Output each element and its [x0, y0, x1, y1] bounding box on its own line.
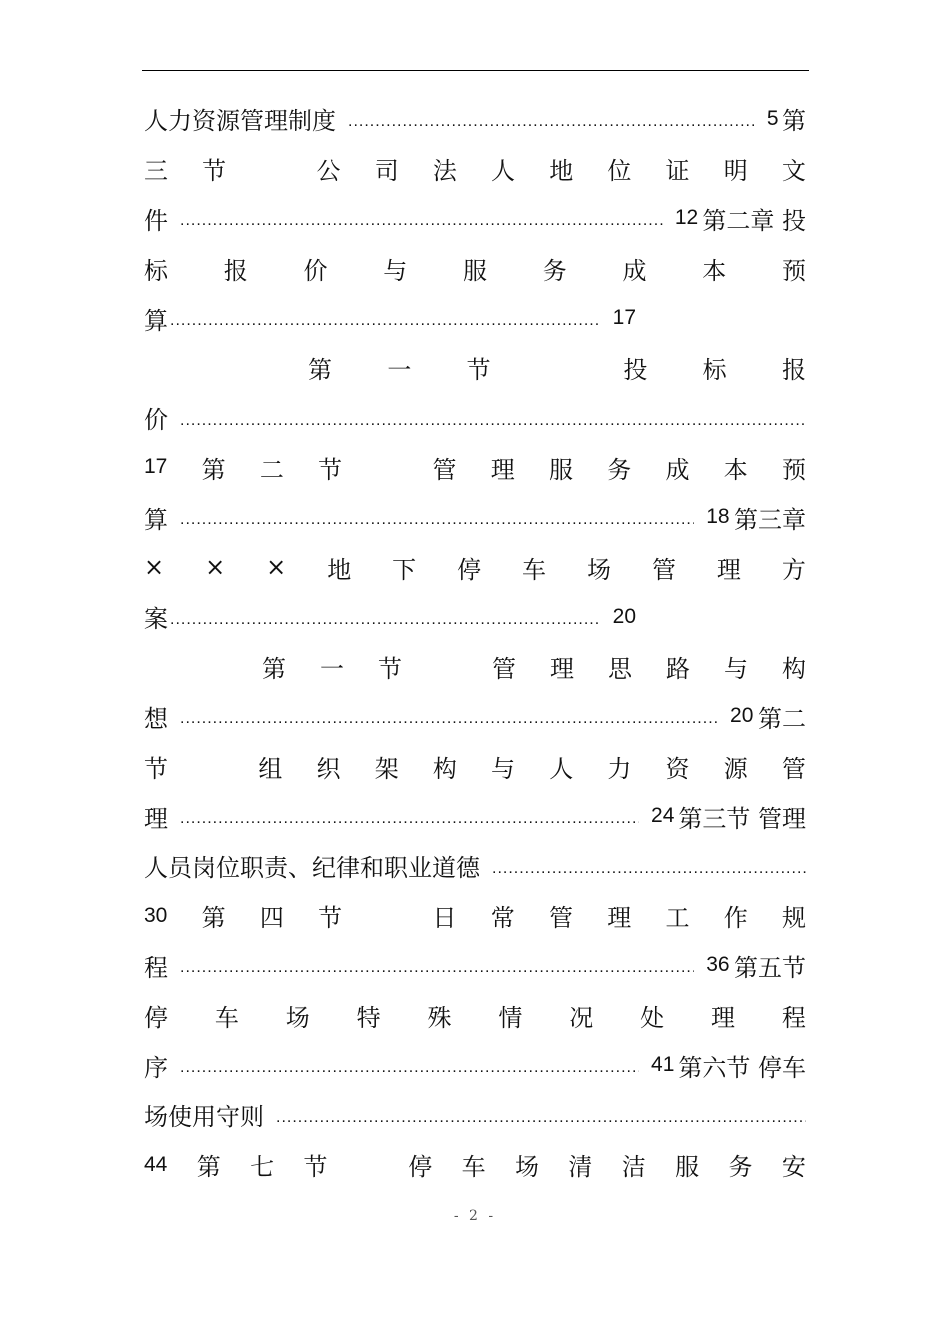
toc-line [144, 243, 806, 293]
toc-char: 日 [432, 904, 457, 933]
toc-char: 场 [587, 555, 611, 584]
leader-dots [276, 1104, 806, 1126]
header-rule [142, 70, 809, 71]
toc-char: 停 [408, 1153, 433, 1182]
toc-char: 法 [432, 157, 457, 186]
toc-char: 文 [781, 157, 806, 186]
toc-char: 构 [432, 754, 457, 783]
toc-char: 节 [318, 455, 343, 484]
toc-char: 二 [259, 455, 284, 484]
toc-entry-text: 第二章 投 [702, 206, 806, 235]
toc-char: 第 [201, 455, 226, 484]
toc-entry-text: 价 [144, 406, 168, 435]
toc-char: 思 [608, 655, 632, 684]
toc-char: 务 [607, 455, 632, 484]
toc-line [144, 1040, 806, 1090]
toc-char: 管 [549, 904, 573, 933]
leader-dots [180, 805, 639, 827]
toc-line [144, 592, 806, 642]
toc-char: × [266, 553, 287, 582]
toc-char: 节 [144, 754, 168, 783]
toc-char: 常 [490, 904, 515, 933]
toc-entry-text: 第 [782, 107, 806, 136]
toc-char: 成 [665, 455, 690, 484]
toc-line [144, 841, 806, 891]
toc-char: 节 [318, 904, 343, 933]
toc-line [144, 293, 806, 343]
toc-char: 一 [387, 356, 412, 385]
toc-page-number: 20 [730, 704, 754, 728]
toc-entry-text: 第六节 停车 [678, 1053, 806, 1082]
toc-line [144, 492, 806, 542]
toc-char: 人 [549, 754, 574, 783]
toc-char: 特 [356, 1003, 381, 1032]
toc-char: 服 [549, 455, 573, 484]
toc-char: 证 [665, 157, 690, 186]
toc-char: 地 [327, 555, 352, 584]
toc-char: 源 [723, 754, 748, 783]
toc-char: 车 [214, 1003, 239, 1032]
toc-entry-text: 人员岗位职责、纪律和职业道德 [144, 854, 480, 883]
toc-entry-text: 案 [144, 605, 168, 634]
toc-char: 理 [490, 455, 515, 484]
toc-entry-text: 程 [144, 953, 168, 982]
toc-char: 管 [432, 455, 457, 484]
toc-char: 三 [144, 157, 168, 186]
toc-char: 资 [665, 754, 690, 783]
toc-entry-text: 序 [144, 1053, 168, 1082]
toc-char: 司 [374, 157, 399, 186]
toc-char: 七 [250, 1153, 275, 1182]
toc-page-number: 12 [674, 206, 699, 230]
toc-char: 织 [316, 754, 341, 783]
page-number: - 2 - [453, 1208, 497, 1224]
leader-dots [180, 207, 663, 229]
toc-char: 价 [303, 256, 328, 285]
toc-page-number: 44 [144, 1152, 168, 1176]
toc-char: 理 [550, 655, 574, 684]
toc-char: 清 [568, 1153, 593, 1182]
toc-line [144, 692, 806, 742]
toc-line [144, 642, 806, 692]
leader-dots [180, 954, 694, 976]
toc-char: 第 [308, 356, 332, 385]
toc-line [144, 94, 806, 144]
toc-entry-text: 人力资源管理制度 [144, 107, 336, 136]
toc-char: 预 [781, 455, 806, 484]
toc-char: 服 [463, 256, 487, 285]
toc-entry-text: 算 [144, 505, 168, 534]
toc-char: 下 [392, 555, 417, 584]
toc-entry-text: 第五节 [734, 953, 806, 982]
leader-dots [180, 1054, 639, 1076]
toc-char: 停 [144, 1003, 168, 1032]
toc-char: 节 [202, 157, 227, 186]
toc-char: 架 [374, 754, 399, 783]
leader-dots [180, 705, 718, 727]
toc-char: 报 [781, 356, 806, 385]
toc-char: 公 [316, 157, 341, 186]
leader-dots [170, 606, 601, 628]
toc-entry-text: 理 [144, 804, 168, 833]
table-of-contents [144, 94, 806, 1190]
toc-line [144, 343, 806, 393]
toc-line [144, 891, 806, 941]
toc-char: 一 [320, 655, 344, 684]
toc-line [144, 941, 806, 991]
toc-char: 与 [383, 256, 408, 285]
toc-char: 报 [223, 256, 248, 285]
toc-line [144, 990, 806, 1040]
toc-line [144, 741, 806, 791]
toc-line [144, 194, 806, 244]
toc-char: 处 [640, 1003, 665, 1032]
leader-dots [348, 108, 755, 130]
toc-char: 节 [303, 1153, 328, 1182]
toc-char: 位 [607, 157, 632, 186]
toc-char: 理 [607, 904, 632, 933]
toc-char: 洁 [621, 1153, 646, 1182]
toc-line [144, 1090, 806, 1140]
toc-entry-text: 想 [144, 704, 168, 733]
toc-char: 投 [623, 356, 648, 385]
toc-char: × [205, 553, 226, 582]
toc-char: 本 [723, 455, 748, 484]
toc-page-number: 20 [612, 604, 636, 628]
toc-char: 路 [666, 655, 690, 684]
toc-char: 情 [498, 1003, 523, 1032]
toc-line [144, 393, 806, 443]
toc-page-number: 17 [612, 306, 636, 330]
toc-char: 第 [196, 1153, 221, 1182]
toc-page-number: 17 [144, 455, 168, 479]
toc-char: 场 [285, 1003, 310, 1032]
toc-entry-text: 第三章 [734, 505, 806, 534]
toc-char: 与 [724, 655, 748, 684]
toc-char: 第 [201, 904, 226, 933]
toc-line [144, 791, 806, 841]
toc-char: 本 [702, 256, 727, 285]
toc-char: 程 [781, 1003, 806, 1032]
toc-char: 服 [675, 1153, 700, 1182]
toc-char: 管 [781, 754, 806, 783]
toc-char: × [144, 553, 165, 582]
toc-char: 工 [665, 904, 690, 933]
toc-char: 四 [259, 904, 284, 933]
toc-page-number: 18 [706, 505, 730, 529]
leader-dots [180, 407, 806, 429]
toc-char: 力 [607, 754, 632, 783]
toc-char: 殊 [427, 1003, 452, 1032]
toc-char: 理 [711, 1003, 735, 1032]
toc-char: 管 [492, 655, 516, 684]
toc-line [144, 542, 806, 592]
toc-char: 组 [258, 754, 283, 783]
leader-dots [170, 307, 601, 329]
toc-char: 与 [491, 754, 516, 783]
toc-char: 成 [622, 256, 647, 285]
toc-char: 作 [723, 904, 748, 933]
toc-entry-text: 第二 [758, 704, 806, 733]
toc-page-number: 36 [706, 953, 730, 977]
leader-dots [180, 506, 694, 528]
toc-char: 务 [542, 256, 567, 285]
toc-page-number: 30 [144, 903, 168, 927]
toc-char: 明 [723, 157, 748, 186]
toc-line [144, 144, 806, 194]
toc-char: 停 [457, 555, 482, 584]
toc-char: 况 [569, 1003, 594, 1032]
toc-entry-text: 场使用守则 [144, 1103, 264, 1132]
toc-char: 人 [491, 157, 516, 186]
toc-char: 方 [781, 555, 806, 584]
toc-char: 节 [466, 356, 491, 385]
toc-char: 安 [781, 1153, 806, 1182]
toc-entry-text: 件 [144, 206, 168, 235]
leader-dots [492, 855, 806, 877]
toc-char: 管 [651, 555, 676, 584]
toc-entry-text: 算 [144, 306, 168, 335]
toc-char: 规 [781, 904, 806, 933]
toc-page-number: 41 [651, 1053, 675, 1077]
toc-line [144, 1140, 806, 1190]
toc-char: 地 [549, 157, 574, 186]
toc-page-number: 5 [766, 106, 779, 130]
toc-char: 车 [522, 555, 547, 584]
toc-char: 构 [782, 655, 806, 684]
toc-char: 节 [378, 655, 402, 684]
toc-char: 务 [728, 1153, 753, 1182]
toc-char: 预 [782, 256, 806, 285]
toc-char: 第 [262, 655, 286, 684]
toc-page-number: 24 [651, 804, 675, 828]
toc-char: 车 [461, 1153, 486, 1182]
toc-char: 理 [716, 555, 741, 584]
toc-entry-text: 第三节 管理 [678, 804, 806, 833]
toc-char: 标 [144, 256, 168, 285]
toc-char: 场 [514, 1153, 539, 1182]
toc-line [144, 443, 806, 493]
toc-char: 标 [702, 356, 727, 385]
